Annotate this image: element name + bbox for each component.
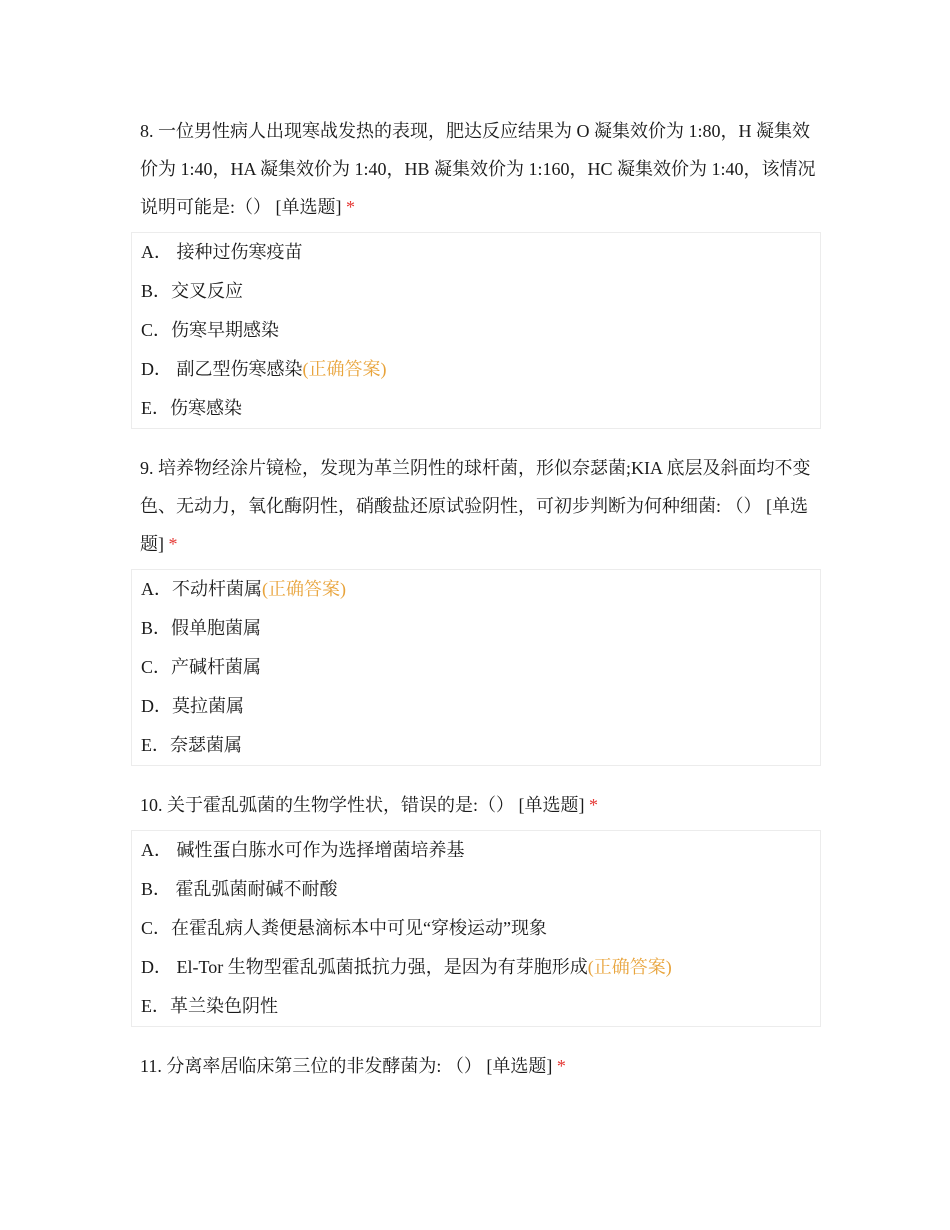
option-b[interactable] [141, 870, 820, 909]
questionnaire-page [140, 112, 820, 1085]
correct-answer-tag: (正确答案) [302, 359, 387, 379]
required-mark: * [556, 1056, 566, 1076]
option-c[interactable] [141, 311, 820, 350]
option-label: C．产碱杆菌属 [141, 657, 262, 677]
correct-answer-tag: (正确答案) [262, 579, 346, 599]
option-a[interactable] [141, 233, 820, 272]
option-label: D． El-Tor 生物型霍乱弧菌抵抗力强，是因为有芽胞形成 [141, 957, 588, 977]
option-e[interactable] [141, 726, 820, 765]
option-label: A． 碱性蛋白胨水可作为选择增菌培养基 [141, 840, 465, 860]
question-text: 11. 分离率居临床第三位的非发酵菌为: （） [单选题] [140, 1056, 553, 1076]
question-10 [140, 786, 820, 1027]
question-title [140, 1047, 820, 1085]
question-text: 8. 一位男性病人出现寒战发热的表现，肥达反应结果为 O 凝集效价为 1:80，H 凝集效价为 1:40，HA 凝集效价为 1:40，HB 凝集效价为 1:160，HC 凝集效价为 1:40，该情况说明可能是:（） [单选题] [140, 121, 816, 217]
option-label: B． 霍乱弧菌耐碱不耐酸 [141, 879, 338, 899]
option-a[interactable] [141, 831, 820, 870]
option-d[interactable] [141, 948, 820, 987]
option-label: E．奈瑟菌属 [141, 735, 242, 755]
option-label: C．在霍乱病人粪便悬滴标本中可见“穿梭运动”现象 [141, 918, 547, 938]
question-title [140, 449, 820, 563]
option-d[interactable] [141, 350, 820, 389]
option-label: C．伤寒早期感染 [141, 320, 280, 340]
option-label: A． 接种过伤寒疫苗 [141, 242, 303, 262]
option-list [131, 830, 821, 1027]
option-c[interactable] [141, 648, 820, 687]
option-label: D．莫拉菌属 [141, 696, 244, 716]
question-text: 9. 培养物经涂片镜检，发现为革兰阴性的球杆菌，形似奈瑟菌;KIA 底层及斜面均不变色、无动力，氧化酶阴性，硝酸盐还原试验阴性，可初步判断为何种细菌: （） [单选题] [140, 458, 811, 554]
option-label: B．交叉反应 [141, 281, 244, 301]
required-mark: * [589, 795, 598, 815]
question-8 [140, 112, 820, 429]
option-label: E．革兰染色阴性 [141, 996, 278, 1016]
question-text: 10. 关于霍乱弧菌的生物学性状，错误的是:（） [单选题] [140, 795, 585, 815]
option-c[interactable] [141, 909, 820, 948]
option-label: B．假单胞菌属 [141, 618, 262, 638]
option-d[interactable] [141, 687, 820, 726]
option-b[interactable] [141, 272, 820, 311]
option-e[interactable] [141, 389, 820, 428]
required-mark: * [168, 534, 178, 554]
option-list [131, 569, 821, 766]
option-b[interactable] [141, 609, 820, 648]
question-title [140, 112, 820, 226]
option-label: D． 副乙型伤寒感染 [141, 359, 303, 379]
question-title [140, 786, 820, 824]
option-e[interactable] [141, 987, 820, 1026]
option-label: A．不动杆菌属 [141, 579, 262, 599]
option-list [131, 232, 821, 429]
question-9 [140, 449, 820, 766]
option-a[interactable] [141, 570, 820, 609]
required-mark: * [346, 197, 355, 217]
question-11 [140, 1047, 820, 1085]
correct-answer-tag: (正确答案) [587, 957, 672, 977]
option-label: E．伤寒感染 [141, 398, 242, 418]
